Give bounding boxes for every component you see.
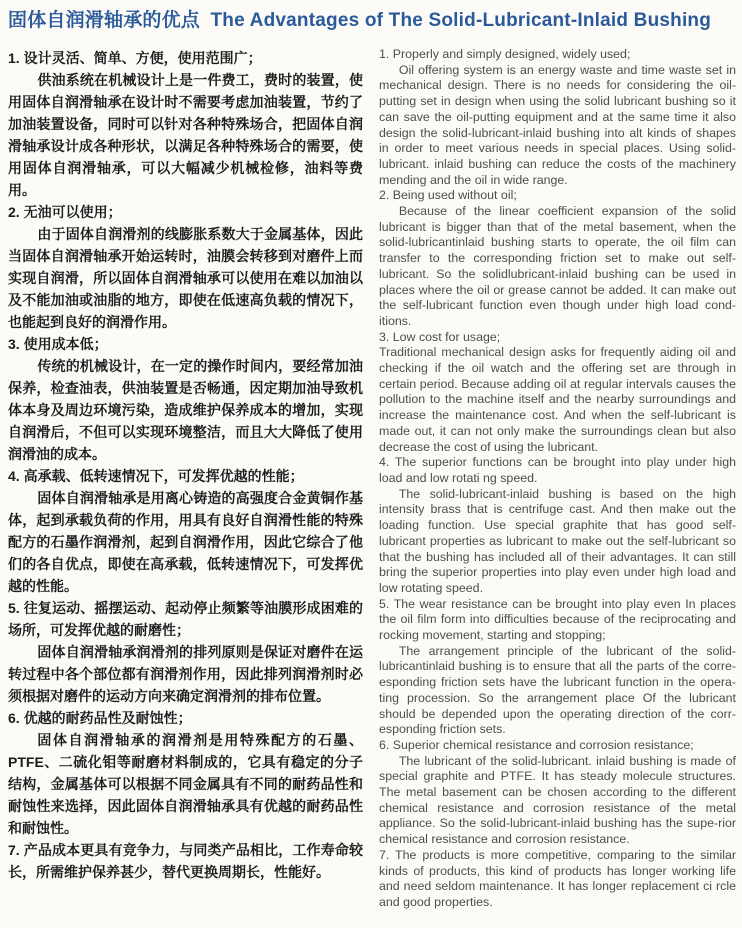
en-section-7-heading: 7. The products is more competitive, comparing to the similar kinds of products, this kind of products has longer working life and need seldom maintenance. It has longer replacement ci rcle and good properties. [379,847,736,909]
two-column-layout [8,47,737,911]
zh-section-4-heading: 4. 高承载、低转速情况下，可发挥优越的性能； [8,468,304,484]
page-title [8,9,737,32]
zh-section-3-heading: 3. 使用成本低； [8,336,108,352]
zh-section-1-heading: 1. 设计灵活、简单、方便，使用范围广； [8,50,262,66]
zh-section-4-body: 固体自润滑轴承是用离心铸造的高强度合金黄铜作基体，起到承载负荷的作用，用具有良好自润滑性能的特殊配方的石墨作润滑剂，起到自润滑作用，因此它综合了他们的各自优点，即使在高承载，低转速情况下，可发挥优越的性能。 [8,490,363,594]
en-section-6-heading: 6. Superior chemical resistance and corrosion resistance; [379,737,694,752]
zh-section-5-body: 固体自润滑轴承润滑剂的排列原则是保证对磨件在运转过程中各个部位都有润滑剂作用，因此排列润滑剂时必须根据对磨件的运动方向来确定润滑剂的排布位置。 [8,644,363,704]
zh-section-1-body: 供油系统在机械设计上是一件费工，费时的装置，使用固体自润滑轴承在设计时不需要考虑加油装置，节约了加油装置设备，同时可以针对各种特殊场合，把固体自润滑轴承设计成各种形状，以满足各种特殊场合的需要，使用固体自润滑轴承，可以大幅减少机械检修，油料等费用。 [8,72,363,198]
zh-section-2-heading: 2. 无油可以使用； [8,204,122,220]
chinese-column [8,47,363,883]
en-section-5-body: The arrangement principle of the lubricant of the solid-lubricantinlaid bushing is to ensure that all the parts of the corre-esponding friction sets have the lubricant function in the opera-ting procession. So the arrangement place Of the lubricant should be depended upon the operating direction of the corr-esponding friction sets. [379,643,736,737]
en-section-6-body: The lubricant of the solid-lubricant. inlaid bushing is made of special graphite and PTFE. It has steady molecule structures. The metal basement can be chosen according to the different chemical resistance and corrosion resistance of the metal appliance. So the solid-lubricant-inlaid bushing has the supe-rior chemical resistance and corrosion resistance. [379,753,736,847]
en-section-4-body: The solid-lubricant-inlaid bushing is based on the high intensity brass that is centrifuge cast. And then make out the loading function. Use special graphite that has good self-lubricant properties as lubricant to make out the self-lubricant so that the bushing has included all of their advantages. It can still bring the superior properties into play even under high load and low rotating speed. [379,486,736,595]
en-section-1-body: Oil offering system is an energy waste and time waste set in mechanical design. There is no needs for considering the oil-putting set in design when using the solid lubricant bushing so it can save the oil-putting equipment and at the same time it also design the solid-lubricant-inlaid bushing into alt kinds of shapes in order to meet various needs in special places. Using solid-lubricant. inlaid bushing can reduce the costs of the machinery mending and the oil in wide range. [379,62,736,187]
zh-section-6-heading: 6. 优越的耐药品性及耐蚀性； [8,710,192,726]
en-section-1-heading: 1. Properly and simply designed, widely used; [379,47,631,61]
zh-section-7-heading: 7. 产品成本更具有竞争力，与同类产品相比，工作寿命较长，所需维护保养甚少，替代更换周期长，性能好。 [8,842,363,880]
en-section-3-body: Traditional mechanical design asks for frequently aiding oil and checking if the oil watch and the offering set are through in certain period. Because adding oil at regular intervals causes the pollution to the machine itself and the nearby surroundings and increase the maintenance cost. And when the self-lubricant is made out, it can not only make the surroundings clean but also decrease the cost of using the lubricant. [379,345,736,454]
en-section-5-heading: 5. The wear resistance can be brought into play even In places the oil film form into difficulties because of the reciprocating and rocking movement, starting and stopping; [379,596,736,643]
english-column [379,47,736,911]
en-section-2-heading: 2. Being used without oil; [379,188,517,203]
zh-section-3-body: 传统的机械设计，在一定的操作时间内，要经常加油保养，检查油表，供油装置是否畅通，因定期加油导致机体本身及周边环境污染，造成维护保养成本的增加，实现自润滑后，不但可以实现环境整洁，而且大大降低了使用润滑油的成本。 [8,358,363,462]
en-section-4-heading: 4. The superior functions can be brought into play under high load and low rotati ng speed. [379,455,736,485]
page-title-zh: 固体自润滑轴承的优点 [8,10,201,31]
zh-section-6-body: 固体自润滑轴承的润滑剂是用特殊配方的石墨、PTFE、二硫化钼等耐磨材料制成的，它具有稳定的分子结构，金属基体可以根据不同金属具有不同的耐药品性和耐蚀性来选择，因此固体自润滑轴承具有优越的耐药品性和耐蚀性。 [8,732,363,836]
zh-section-5-heading: 5. 往复运动、摇摆运动、起动停止频繁等油膜形成困难的场所，可发挥优越的耐磨性； [8,600,363,638]
en-section-2-body: Because of the linear coefficient expansion of the solid lubricant is bigger than that of the metal basement, when the solid-lubricantinlaid bushing starts to operate, the oil film can transfer to the corresponding friction set to make out self-lubricant. So the solidlubricant-inlaid bushing can be used in places where the oil or grease cannot be added. It can make out the self-lubricant function even though under high load cond-itions. [379,204,736,328]
zh-section-2-body: 由于固体自润滑剂的线膨胀系数大于金属基体，因此当固体自润滑轴承开始运转时，油膜会转移到对磨件上而实现自润滑，所以固体自润滑轴承可以使用在难以加油以及不能加油或油脂的地方，即使在低速高负载的情况下，也能起到良好的润滑作用。 [8,226,363,330]
page-title-en: The Advantages of The Solid-Lubricant-Inlaid Bushing [210,10,712,31]
en-section-3-heading: 3. Low cost for usage; [379,329,501,344]
